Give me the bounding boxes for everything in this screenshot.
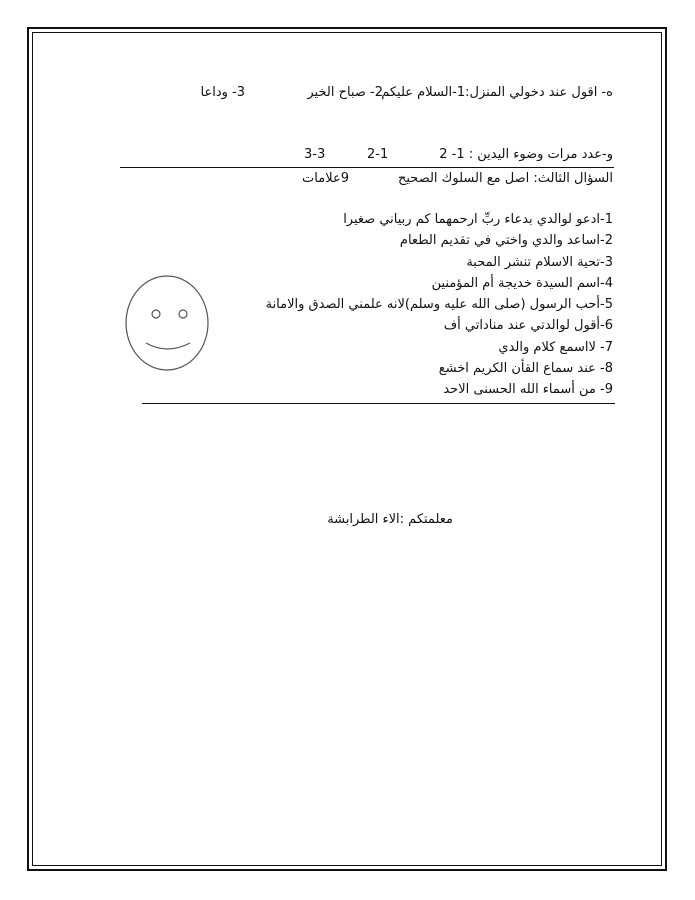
- list-item: 9- من أسماء الله الحسنى الاحد: [443, 382, 613, 398]
- question-3-marks: 9علامات: [302, 171, 349, 186]
- list-item: 3-تحية الاسلام تنشر المحبة: [466, 254, 613, 270]
- question-h-option-2: 2- صباح الخير: [307, 85, 383, 100]
- question-w-prefix: و-عدد مرات وضوء اليدين : 1- 2: [439, 147, 613, 162]
- question-w-option-2: 2-1: [367, 147, 389, 162]
- question-h-option-3: 3- وداعا: [200, 85, 245, 100]
- teacher-name: معلمتكم :الاء الطرابشة: [327, 512, 453, 527]
- matching-items-list: [265, 209, 613, 401]
- divider-bottom: [142, 403, 615, 404]
- list-item: 1-ادعو لوالدي بدعاء ربِّ ارحمهما كم ربياني صغيرا: [343, 212, 613, 227]
- question-w-option-3: 3-3: [304, 147, 326, 162]
- list-item: 8- عند سماع القأن الكريم اخشع: [438, 361, 613, 377]
- list-item: 7- لااسمع كلام والدي: [498, 339, 613, 355]
- list-item: 2-اساعد والدي واختي في تقديم الطعام: [399, 233, 613, 249]
- question-h-prefix: ه- اقول عند دخولي المنزل:1-السلام عليكم: [381, 85, 613, 100]
- divider-top: [120, 167, 614, 168]
- question-3-title: السؤال الثالث: اصل مع السلوك الصحيح: [397, 171, 613, 186]
- list-item: 5-أحب الرسول (صلى الله عليه وسلم)لانه علمني الصدق والامانة: [265, 297, 613, 313]
- list-item: 6-أقول لوالدتي عند مناداتي أف: [443, 318, 613, 334]
- smiley-face-icon: [124, 273, 210, 373]
- list-item: 4-اسم السيدة خديجة أم المؤمنين: [431, 275, 613, 291]
